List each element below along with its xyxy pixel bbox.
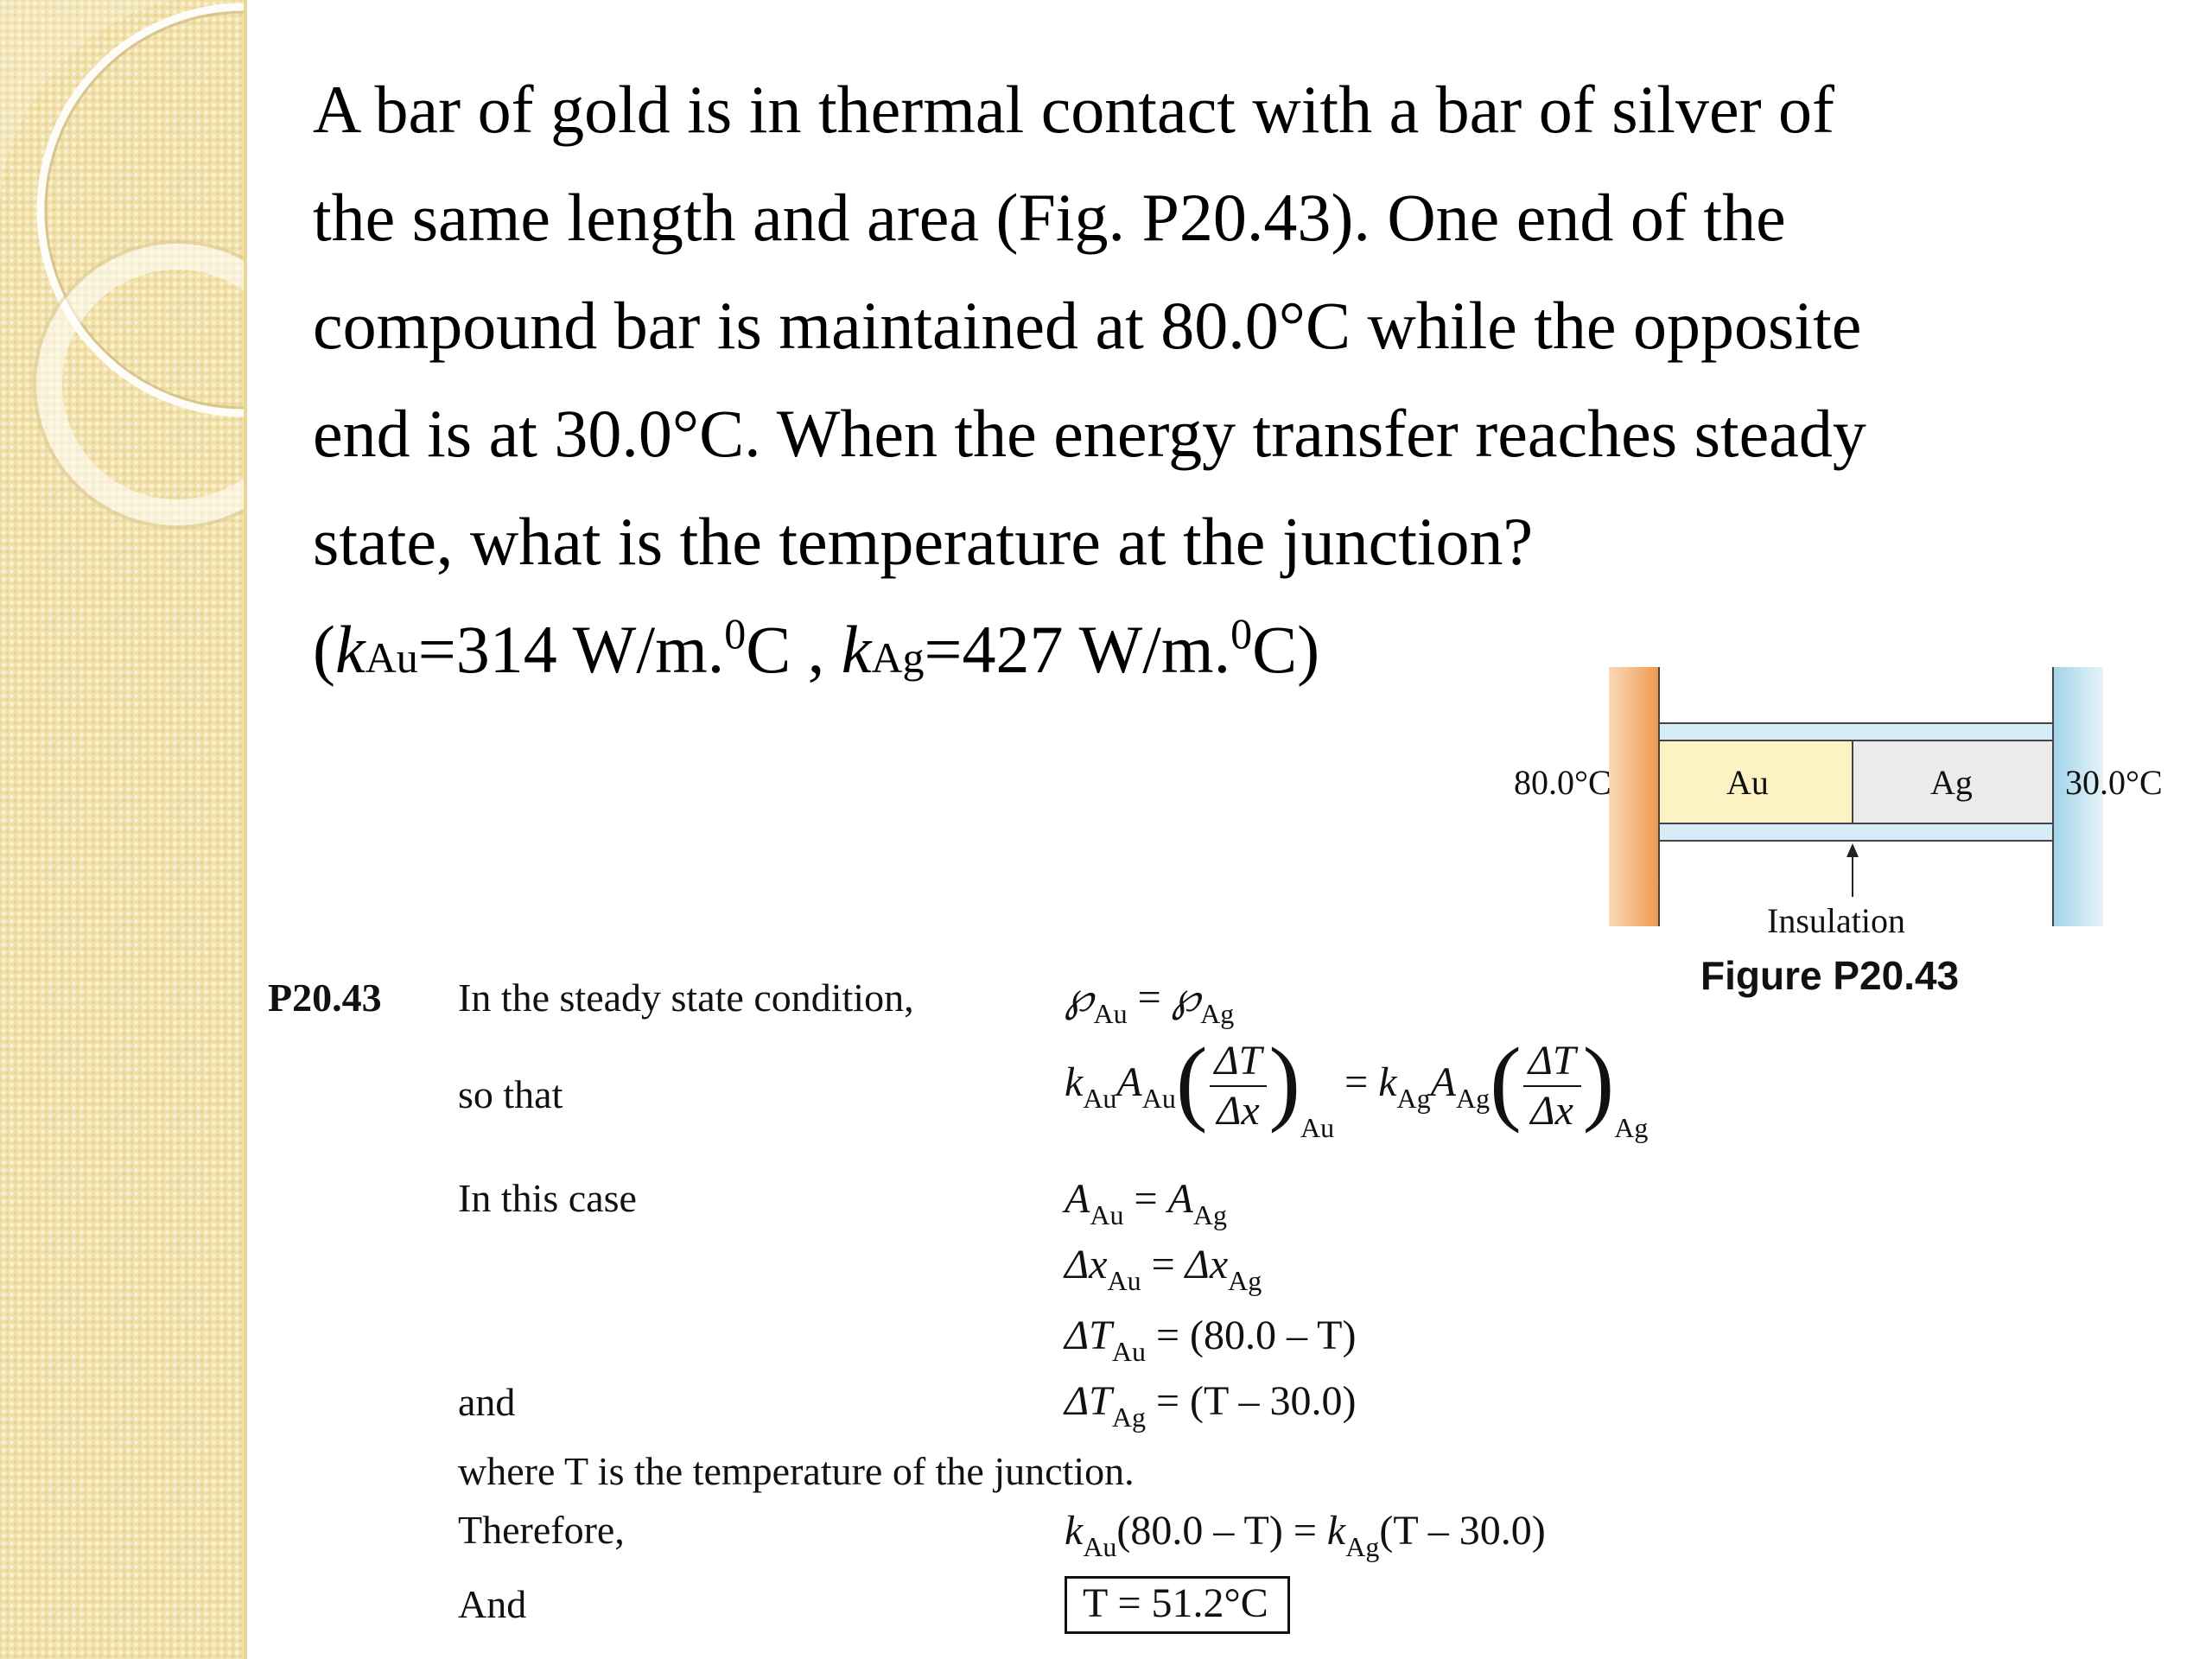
equation-conduction-balance: $k_{Au}A_{Au}$( $\frac{\Delta T}{\Delta x}$ )$_{Au} = k_{Ag}A_{Ag}$( $\frac{\Delta T}{\Delta x}$ )$_{Ag}$: [1065, 1028, 1649, 1144]
fraction-denominator: Δx: [1217, 1088, 1260, 1134]
equals-sign: =: [1127, 975, 1172, 1020]
equals-sign: =: [1334, 1059, 1379, 1106]
k-ag-value: =427 W/m.: [924, 612, 1231, 687]
equals-sign: =: [1141, 1242, 1185, 1287]
insulation-bottom: [1659, 823, 2053, 841]
k-ag-unit: C): [1252, 612, 1320, 687]
length-symbol: Δx: [1065, 1242, 1108, 1287]
subscript-au: Au: [1111, 1336, 1146, 1367]
in-this-case-label: In this case: [458, 1176, 637, 1220]
k-au-value: =314 W/m.: [417, 612, 725, 687]
delta-t-symbol: ΔT: [1065, 1313, 1112, 1358]
cold-temperature-label: 30.0°C: [2065, 763, 2163, 802]
power-symbol: ℘: [1065, 975, 1094, 1020]
degree-sup: 0: [724, 609, 747, 658]
equation-power-equal: [1065, 973, 1235, 1029]
subscript-au: Au: [1300, 1112, 1335, 1144]
subscript-ag: Ag: [1614, 1112, 1649, 1144]
problem-line: compound bar is maintained at 80.0°C while the opposite: [313, 288, 1862, 363]
subscript-au: Au: [1093, 998, 1128, 1029]
degree-sup: 0: [1230, 609, 1253, 658]
k-ag-subscript: Ag: [871, 633, 925, 682]
delta-t-ag-expression: = (T – 30.0): [1145, 1378, 1357, 1424]
figure-p20-43: [1503, 657, 2195, 1002]
and-final-label: And: [458, 1582, 527, 1626]
k-symbol: k: [1378, 1059, 1397, 1106]
k-au-symbol: k: [334, 612, 365, 687]
insulation-top: [1659, 723, 2053, 741]
subscript-ag: Ag: [1228, 1265, 1262, 1296]
gold-bar-label: Au: [1726, 763, 1769, 802]
solution-id: P20.43: [268, 976, 382, 1020]
equals-sign: =: [1123, 1176, 1168, 1222]
figure-caption: Figure P20.43: [1700, 953, 1960, 998]
power-symbol: ℘: [1171, 975, 1201, 1020]
steady-state-label: In the steady state condition,: [458, 976, 914, 1020]
and-label: and: [458, 1380, 516, 1424]
k-symbol: k: [1065, 1508, 1084, 1554]
subscript-ag: Ag: [1111, 1402, 1146, 1433]
insulation-label: Insulation: [1767, 901, 1905, 940]
open-paren: (: [313, 612, 335, 687]
therefore-label: Therefore,: [458, 1508, 625, 1552]
problem-line: A bar of gold is in thermal contact with a bar of silver of: [313, 72, 1835, 147]
gradient-fraction: [1210, 1037, 1268, 1135]
fraction-denominator: Δx: [1530, 1088, 1573, 1134]
hot-temperature-label: 80.0°C: [1514, 763, 1611, 802]
subscript-ag: Ag: [1192, 1199, 1227, 1230]
junction-balance-end: (T – 30.0): [1379, 1508, 1546, 1554]
decorative-side-strip: [0, 0, 247, 1659]
so-that-label: so that: [458, 1072, 563, 1116]
answer-box: T = 51.2°C: [1065, 1576, 1290, 1634]
problem-statement: [313, 55, 2041, 712]
subscript-au: Au: [1141, 1083, 1176, 1115]
area-symbol: A: [1167, 1176, 1193, 1222]
subscript-au: Au: [1107, 1265, 1141, 1296]
subscript-au: Au: [1083, 1083, 1117, 1115]
junction-definition: where T is the temperature of the junction.: [458, 1449, 1135, 1493]
subscript-au: Au: [1083, 1531, 1117, 1562]
k-ag-symbol: k: [841, 612, 872, 687]
k-au-unit: C ,: [746, 612, 842, 687]
equation-length-equal: [1065, 1241, 1262, 1296]
problem-line: end is at 30.0°C. When the energy transfer reaches steady: [313, 396, 1866, 471]
fraction-numerator: ΔT: [1523, 1037, 1581, 1087]
area-symbol: A: [1116, 1059, 1142, 1106]
equation-area-equal: [1065, 1175, 1227, 1230]
subscript-ag: Ag: [1396, 1083, 1431, 1115]
equation-delta-t-au: [1065, 1312, 1357, 1367]
delta-t-symbol: ΔT: [1065, 1378, 1112, 1424]
subscript-ag: Ag: [1455, 1083, 1491, 1115]
gradient-fraction: [1523, 1037, 1581, 1135]
problem-line: the same length and area (Fig. P20.43). One end of the: [313, 180, 1786, 255]
silver-bar-label: Ag: [1930, 763, 1973, 802]
final-answer: [1065, 1580, 1290, 1627]
equation-delta-t-ag: [1065, 1377, 1357, 1433]
subscript-ag: Ag: [1345, 1531, 1380, 1562]
area-symbol: A: [1430, 1059, 1456, 1106]
k-symbol: k: [1326, 1508, 1346, 1554]
fraction-numerator: ΔT: [1210, 1037, 1268, 1087]
length-symbol: Δx: [1185, 1242, 1229, 1287]
problem-line: state, what is the temperature at the junction?: [313, 504, 1534, 579]
k-au-subscript: Au: [365, 633, 418, 682]
hot-reservoir: [1609, 667, 1659, 926]
delta-t-au-expression: = (80.0 – T): [1145, 1313, 1357, 1358]
area-symbol: A: [1065, 1176, 1090, 1222]
junction-balance-middle: (80.0 – T) =: [1116, 1508, 1327, 1554]
k-symbol: k: [1065, 1059, 1084, 1106]
subscript-au: Au: [1090, 1199, 1124, 1230]
equation-junction-balance: [1065, 1507, 1546, 1562]
subscript-ag: Ag: [1200, 998, 1235, 1029]
decorative-rings-icon: [0, 0, 244, 1659]
